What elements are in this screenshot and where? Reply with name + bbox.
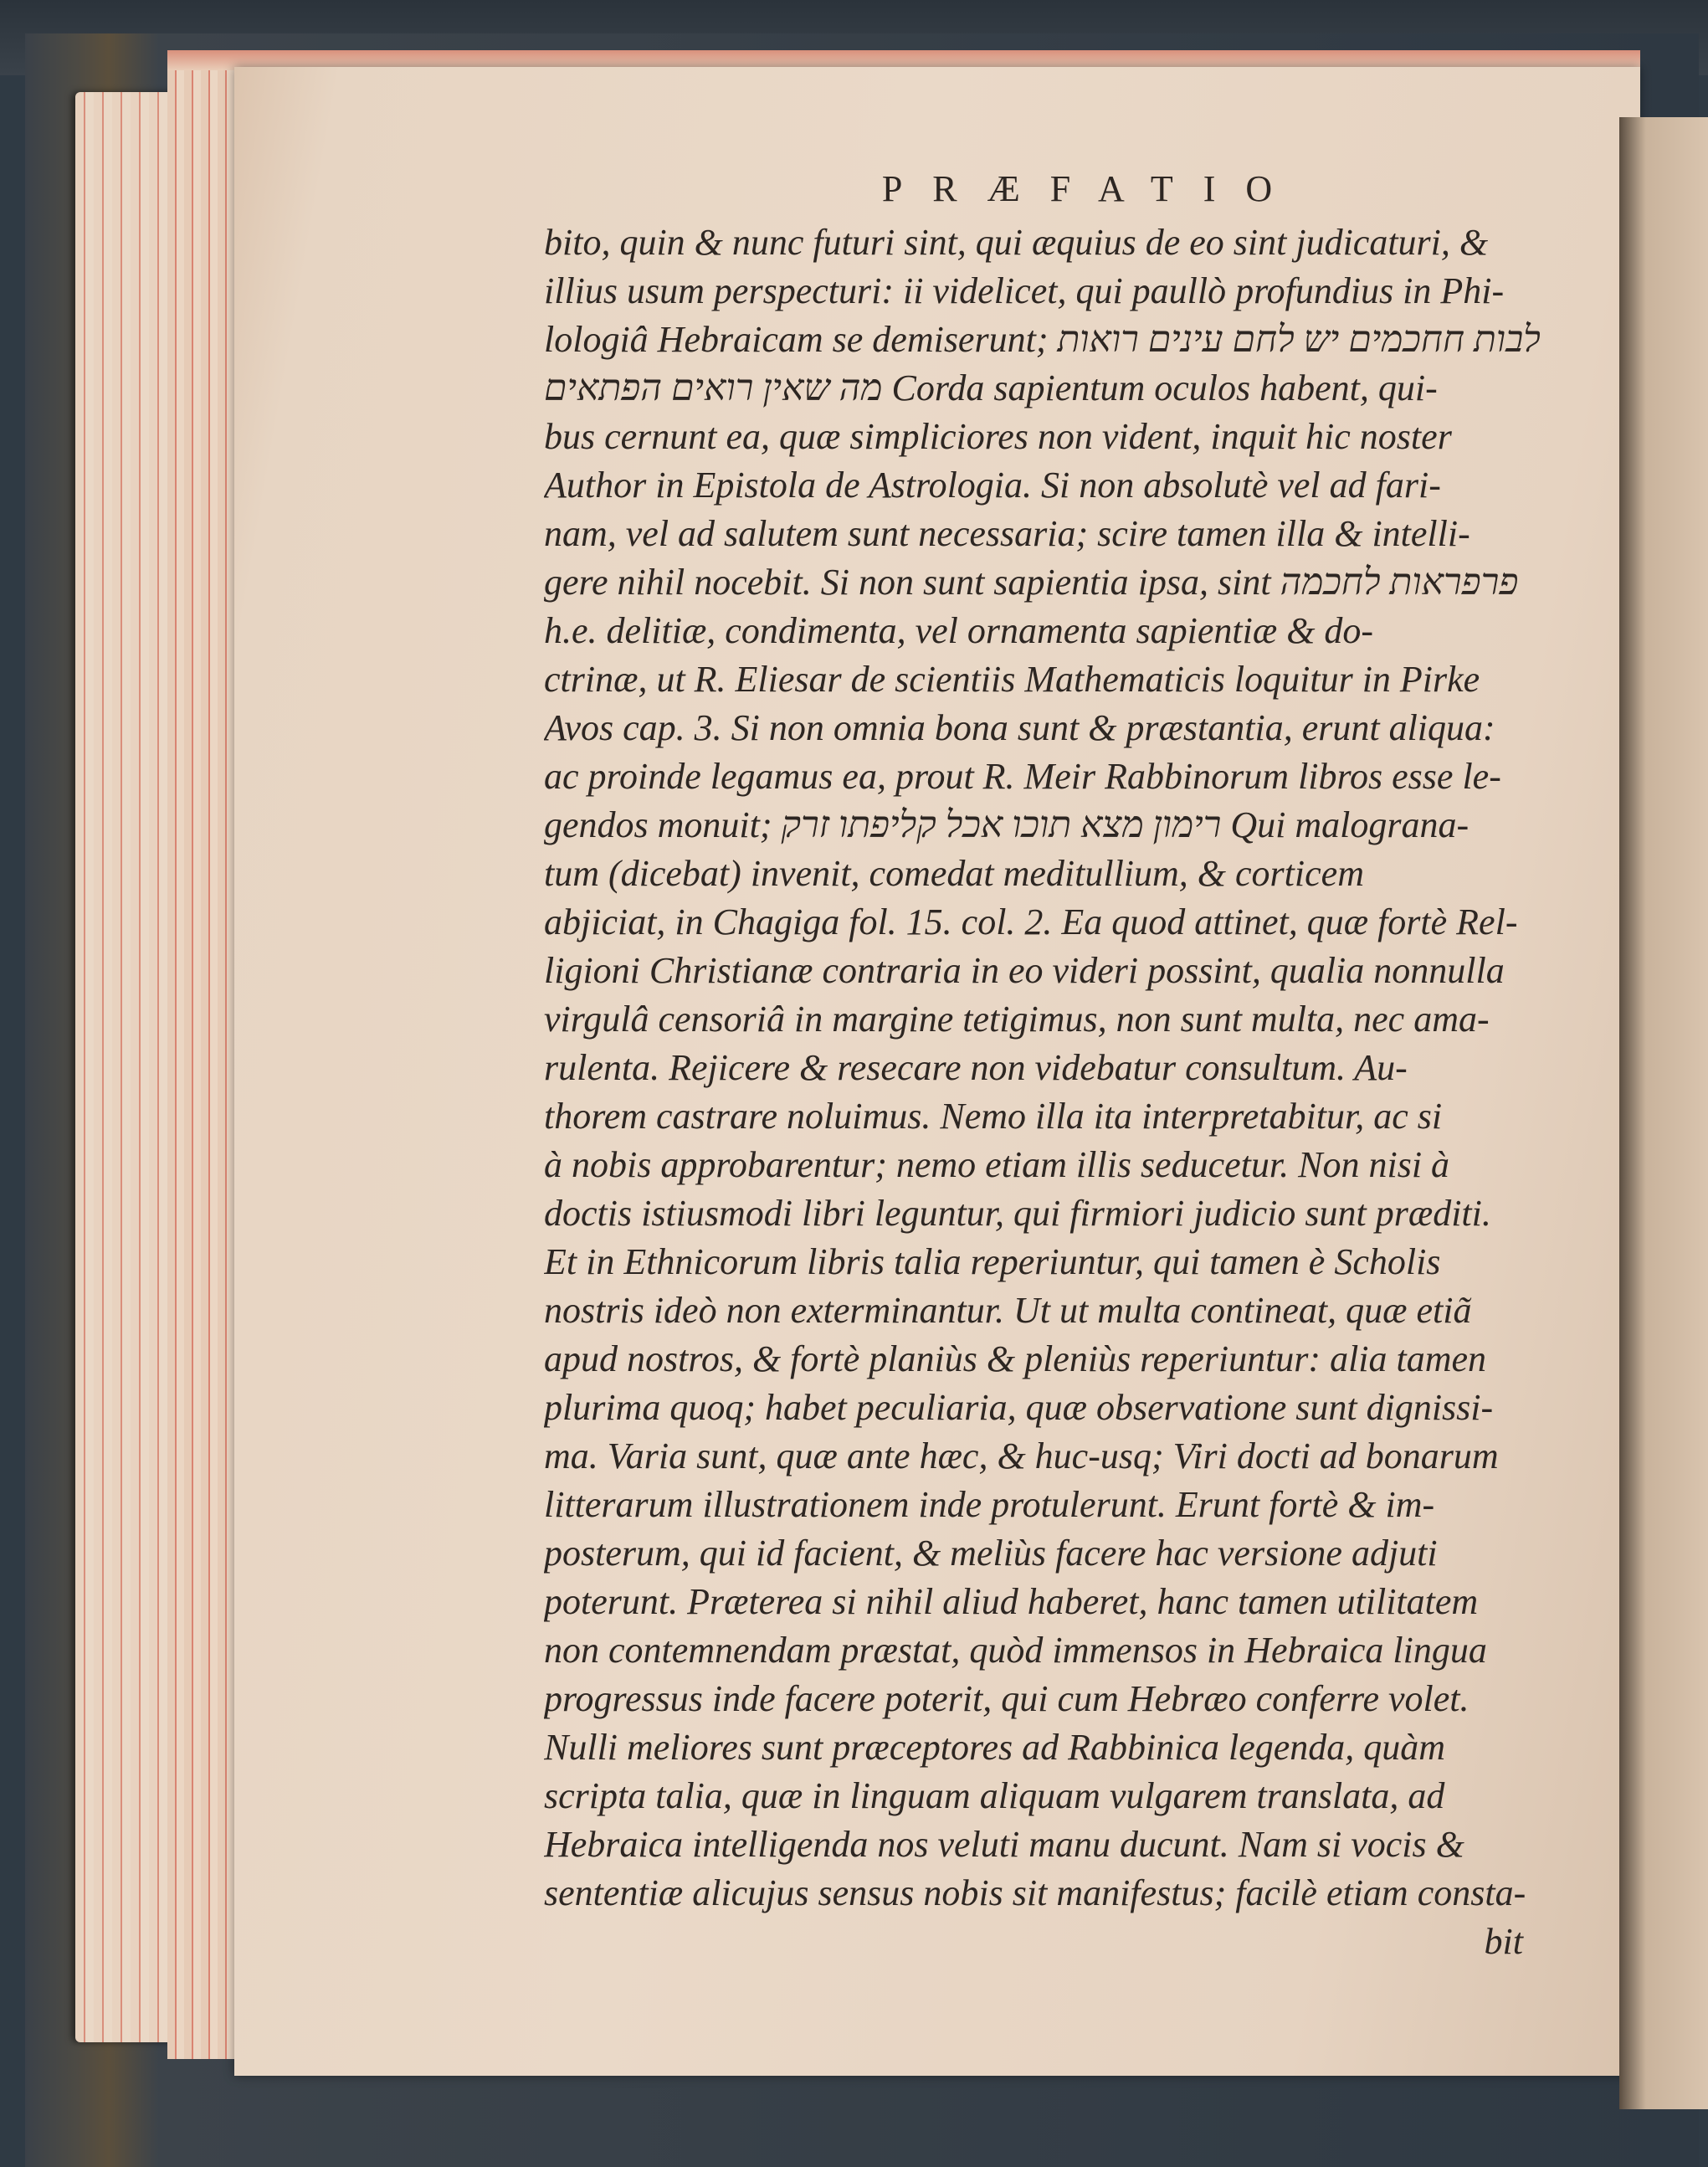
text-line: à nobis approbarentur; nemo etiam illis seducetur. Non nisi à: [544, 1144, 1450, 1185]
text-line: ctrinæ, ut R. Eliesar de scientiis Mathematicis loquitur in Pirke: [544, 659, 1480, 700]
text-line: posterum, qui id facient, & meliùs facere hac versione adjuti: [544, 1533, 1438, 1574]
text-line: nam, vel ad salutem sunt necessaria; scire tamen illa & intelli-: [544, 513, 1470, 554]
text-line: Nulli meliores sunt præceptores ad Rabbinica legenda, quàm: [544, 1727, 1446, 1768]
text-line: scripta talia, quæ in linguam aliquam vulgarem translata, ad: [544, 1775, 1445, 1816]
text-lines: [544, 218, 1590, 1918]
text-line: bito, quin & nunc futuri sint, qui æquius de eo sint judicaturi, &: [544, 222, 1489, 263]
text-line: thorem castrare noluimus. Nemo illa ita interpretabitur, ac si: [544, 1096, 1443, 1137]
text-line: Hebraica intelligenda nos veluti manu ducunt. Nam si vocis &: [544, 1824, 1464, 1865]
running-head: PRÆFATIO: [881, 168, 1303, 209]
facing-page-edge: [1619, 117, 1708, 2109]
text-line: gendos monuit; רימון מצא תוכו אכל קליפתו זרק Qui malograna-: [544, 804, 1469, 845]
text-line: Avos cap. 3. Si non omnia bona sunt & præstantia, erunt aliqua:: [544, 707, 1495, 748]
text-line: progressus inde facere poterit, qui cum Hebræo conferre volet.: [544, 1678, 1469, 1719]
text-line: ma. Varia sunt, quæ ante hæc, & huc-usq; Viri docti ad bonarum: [544, 1435, 1499, 1476]
text-line: apud nostros, & fortè planiùs & pleniùs reperiuntur: alia tamen: [544, 1338, 1487, 1379]
text-line: bus cernunt ea, quæ simpliciores non vident, inquit hic noster: [544, 416, 1452, 457]
text-line: sententiæ alicujus sensus nobis sit manifestus; facilè etiam consta-: [544, 1872, 1526, 1913]
text-line: litterarum illustrationem inde protulerunt. Erunt fortè & im-: [544, 1484, 1435, 1525]
text-line: ligioni Christianæ contraria in eo videri possint, qualia nonnulla: [544, 950, 1505, 991]
text-line: h.e. delitiæ, condimenta, vel ornamenta sapientiæ & do-: [544, 610, 1374, 651]
text-line: poterunt. Præterea si nihil aliud haberet, hanc tamen utilitatem: [544, 1581, 1479, 1622]
text-line: rulenta. Rejicere & resecare non videbatur consultum. Au-: [544, 1047, 1408, 1088]
text-line: Et in Ethnicorum libris talia reperiuntur, qui tamen è Scholis: [544, 1241, 1441, 1282]
text-line: gere nihil nocebit. Si non sunt sapientia ipsa, sint פרפראות לחכמה: [544, 562, 1519, 603]
text-line: non contemnendam præstat, quòd immensos in Hebraica lingua: [544, 1630, 1487, 1671]
text-line: doctis istiusmodi libri leguntur, qui firmiori judicio sunt præditi.: [544, 1193, 1491, 1234]
text-line: tum (dicebat) invenit, comedat meditullium, & corticem: [544, 853, 1364, 894]
text-line: nostris ideò non exterminantur. Ut ut multa contineat, quæ etiã: [544, 1290, 1472, 1331]
page-stack-inner: [167, 50, 243, 2059]
text-line: abjiciat, in Chagiga fol. 15. col. 2. Ea quod attinet, quæ fortè Rel-: [544, 901, 1518, 942]
catchword: bit: [1484, 1921, 1523, 1962]
text-line: illius usum perspecturi: ii videlicet, qui paullò profundius in Phi-: [544, 270, 1505, 311]
text-line: virgulâ censoriâ in margine tetigimus, non sunt multa, nec ama-: [544, 999, 1490, 1040]
text-line: lologiâ Hebraicam se demiserunt; לבות חחכמים יש לחם עינים רואות: [544, 319, 1541, 360]
text-line: ac proinde legamus ea, prout R. Meir Rabbinorum libros esse le-: [544, 756, 1501, 797]
text-line: Author in Epistola de Astrologia. Si non absolutè vel ad fari-: [544, 465, 1441, 506]
text-line: מה שאין רואים הפתאים Corda sapientum oculos habent, qui-: [544, 367, 1438, 408]
page-text-block: [544, 167, 1590, 1992]
text-line: plurima quoq; habet peculiaria, quæ observatione sunt dignissi-: [544, 1387, 1494, 1428]
